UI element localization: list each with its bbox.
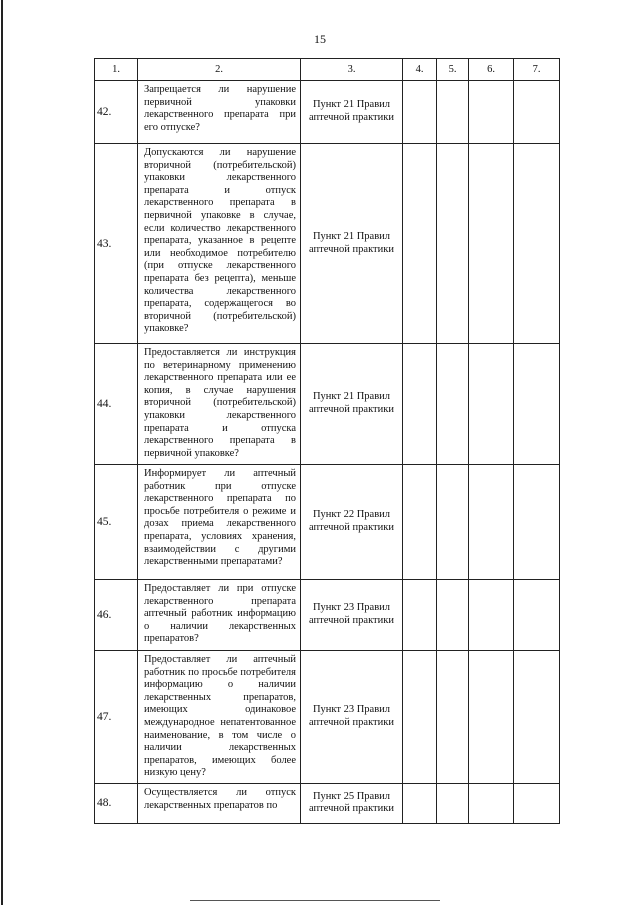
answer-cell	[437, 465, 469, 580]
row-number: 48.	[95, 783, 138, 823]
question-text: Информирует ли аптечный работник при отпуске лекарственного препарата по просьбе потребителя о режиме и дозах приема лекарственного препарата, условиях хранения, взаимодействии с другими лекарственными препаратами?	[138, 465, 301, 580]
table-row	[95, 783, 560, 823]
answer-cell	[469, 344, 514, 465]
row-number: 45.	[95, 465, 138, 580]
answer-cell	[403, 651, 437, 784]
header-cell: 4.	[403, 59, 437, 81]
answer-cell	[514, 144, 560, 344]
legal-reference: Пункт 22 Правил аптечной практики	[301, 465, 403, 580]
answer-cell	[403, 344, 437, 465]
header-cell: 5.	[437, 59, 469, 81]
checklist-table	[94, 58, 560, 824]
header-cell: 3.	[301, 59, 403, 81]
legal-reference: Пункт 21 Правил аптечной практики	[301, 344, 403, 465]
question-text: Допускаются ли нарушение вторичной (потребительской) упаковки лекарственного препарата и отпуск лекарственного препарата в первичной упаковке в случае, если количество лекарственного препарата, указанное в рецепте или необходимое потребителю (при отпуске лекарственного препарата без рецепта), меньше количества лекарственного препарата, содержащегося во вторичной (потребительской) упаковке?	[138, 144, 301, 344]
question-text: Предоставляет ли при отпуске лекарственного препарата аптечный работник информацию о наличии лекарственных препаратов?	[138, 580, 301, 651]
answer-cell	[403, 81, 437, 144]
question-text: Предоставляет ли аптечный работник по просьбе потребителя информацию о наличии лекарственных препаратов, имеющих одинаковое международное непатентованное наименование, в том числе о наличии лекарственных препаратов, имеющих более низкую цену?	[138, 651, 301, 784]
legal-reference: Пункт 25 Правил аптечной практики	[301, 783, 403, 823]
answer-cell	[437, 81, 469, 144]
table-row	[95, 144, 560, 344]
row-number: 43.	[95, 144, 138, 344]
answer-cell	[514, 580, 560, 651]
question-text: Предоставляется ли инструкция по ветеринарному применению лекарственного препарата или ее копия, в случае нарушения вторичной (потребительской) упаковки лекарственного препарата и отпуска лекарственного препарата в первичной упаковке?	[138, 344, 301, 465]
answer-cell	[469, 144, 514, 344]
answer-cell	[403, 144, 437, 344]
answer-cell	[437, 580, 469, 651]
answer-cell	[469, 81, 514, 144]
answer-cell	[403, 783, 437, 823]
table-row	[95, 651, 560, 784]
row-number: 44.	[95, 344, 138, 465]
scan-left-edge	[1, 0, 3, 905]
legal-reference: Пункт 23 Правил аптечной практики	[301, 580, 403, 651]
header-cell: 2.	[138, 59, 301, 81]
answer-cell	[469, 783, 514, 823]
legal-reference: Пункт 21 Правил аптечной практики	[301, 144, 403, 344]
answer-cell	[403, 465, 437, 580]
row-number: 42.	[95, 81, 138, 144]
answer-cell	[514, 465, 560, 580]
answer-cell	[514, 651, 560, 784]
answer-cell	[437, 144, 469, 344]
header-cell: 1.	[95, 59, 138, 81]
header-cell: 6.	[469, 59, 514, 81]
table-row	[95, 344, 560, 465]
answer-cell	[469, 465, 514, 580]
answer-cell	[469, 580, 514, 651]
answer-cell	[514, 81, 560, 144]
answer-cell	[403, 580, 437, 651]
answer-cell	[469, 651, 514, 784]
legal-reference: Пункт 21 Правил аптечной практики	[301, 81, 403, 144]
answer-cell	[437, 783, 469, 823]
row-number: 46.	[95, 580, 138, 651]
answer-cell	[514, 344, 560, 465]
answer-cell	[437, 651, 469, 784]
table-row	[95, 465, 560, 580]
answer-cell	[514, 783, 560, 823]
scan-bottom-edge	[190, 900, 440, 901]
question-text: Запрещается ли нарушение первичной упаковки лекарственного препарата при его отпуске?	[138, 81, 301, 144]
table-row	[95, 580, 560, 651]
row-number: 47.	[95, 651, 138, 784]
legal-reference: Пункт 23 Правил аптечной практики	[301, 651, 403, 784]
table-header-row	[95, 59, 560, 81]
question-text: Осуществляется ли отпуск лекарственных препаратов по	[138, 783, 301, 823]
page-number: 15	[314, 32, 326, 46]
answer-cell	[437, 344, 469, 465]
header-cell: 7.	[514, 59, 560, 81]
table-row	[95, 81, 560, 144]
